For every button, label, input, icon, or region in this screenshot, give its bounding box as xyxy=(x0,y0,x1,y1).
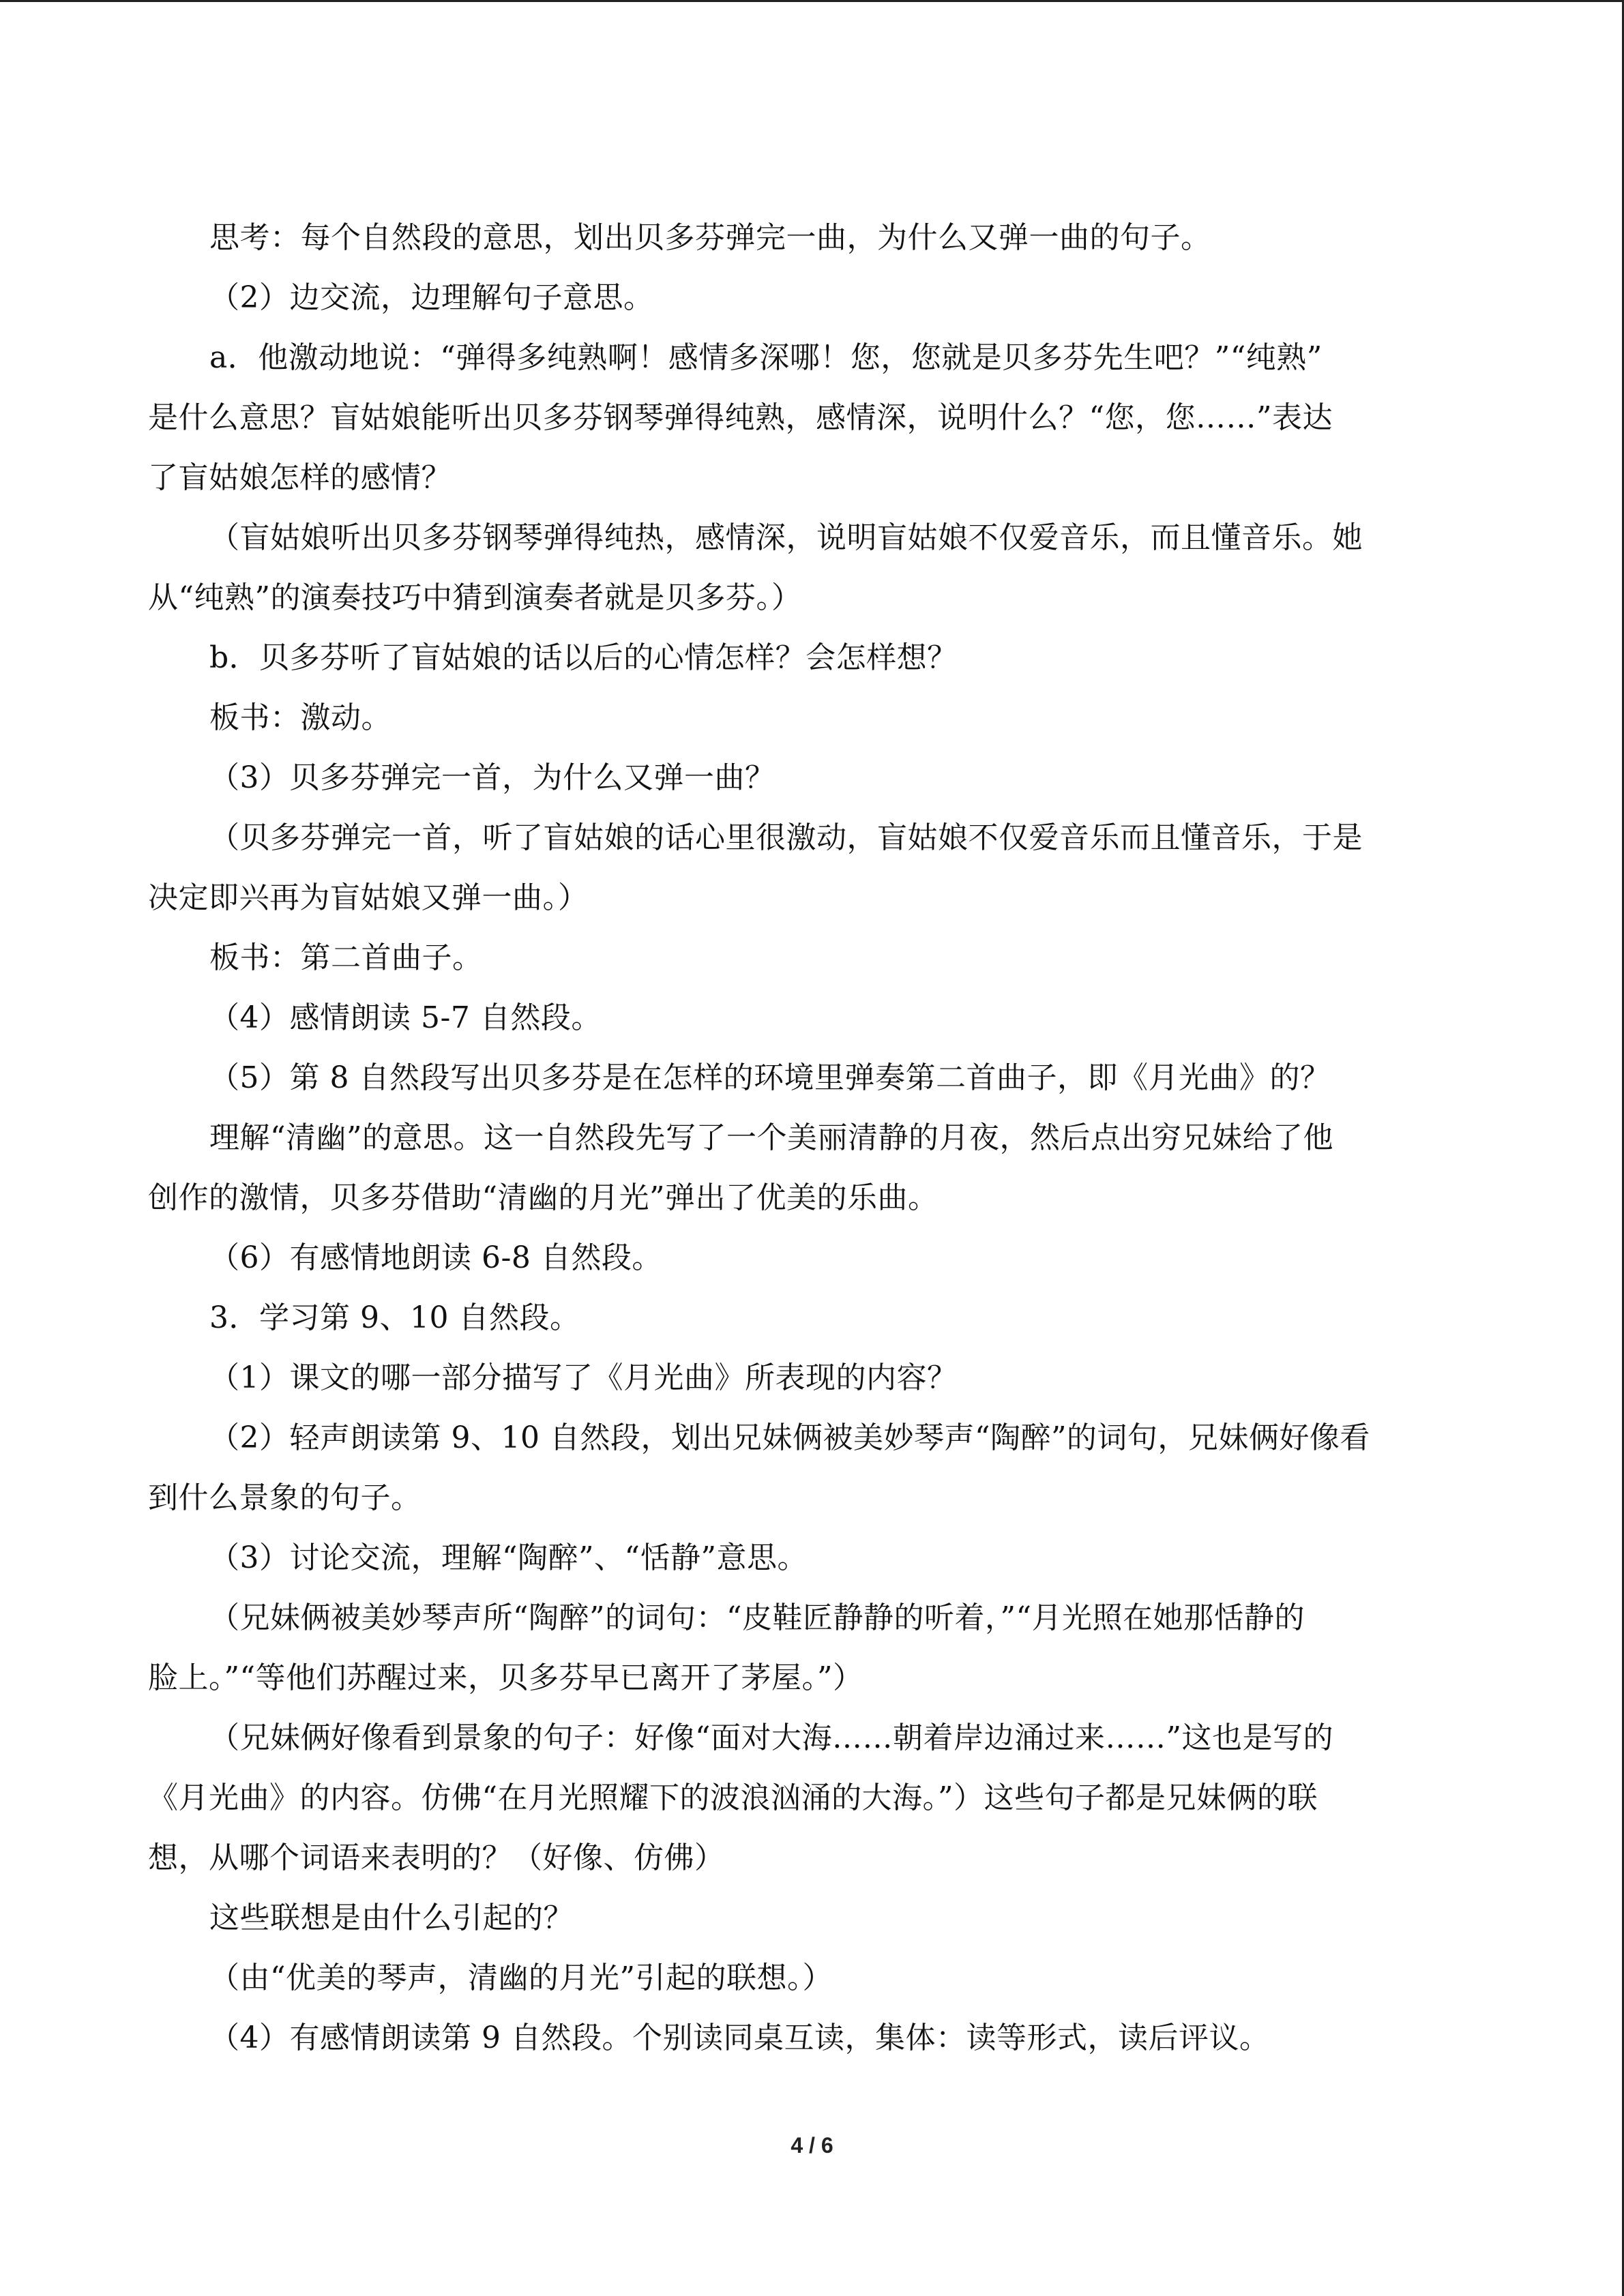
text-line: 理解“清幽”的意思。这一自然段先写了一个美丽清静的月夜，然后点出穷兄妹给了他 xyxy=(209,1120,1333,1155)
text-line: 这些联想是由什么引起的？ xyxy=(209,1900,574,1935)
paragraph xyxy=(148,328,1475,508)
text-line: 板书：第二首曲子。 xyxy=(209,940,483,975)
text-line: 从“纯熟”的演奏技巧中猜到演奏者就是贝多芬。） xyxy=(148,580,802,615)
text-line: （1）课文的哪一部分描写了《月光曲》所表现的内容？ xyxy=(209,1360,958,1395)
text-line: 决定即兴再为盲姑娘又弹一曲。） xyxy=(148,880,589,915)
text-line: （6）有感情地朗读 6-8 自然段。 xyxy=(209,1240,662,1275)
paragraph xyxy=(148,1588,1475,1708)
paragraph xyxy=(148,1888,1475,1948)
text-line: 《月光曲》的内容。仿佛“在月光照耀下的波浪汹涌的大海。”）这些句子都是兄妹俩的联 xyxy=(148,1780,1318,1815)
text-line: 板书：激动。 xyxy=(209,700,392,735)
text-line: 脸上。”“等他们苏醒过来，贝多芬早已离开了茅屋。”） xyxy=(148,1660,863,1695)
paragraph xyxy=(148,748,1475,808)
text-line: 创作的激情，贝多芬借助“清幽的月光”弹出了优美的乐曲。 xyxy=(148,1180,939,1215)
paragraph xyxy=(148,1708,1475,1888)
text-line: 了盲姑娘怎样的感情？ xyxy=(148,460,452,495)
text-line: （4）感情朗读 5-7 自然段。 xyxy=(209,1000,602,1035)
text-line: 想，从哪个词语来表明的？（好像、仿佛） xyxy=(148,1840,725,1875)
text-line: （兄妹俩好像看到景象的句子：好像“面对大海……朝着岸边涌过来……”这也是写的 xyxy=(209,1720,1333,1755)
paragraph xyxy=(148,1528,1475,1588)
text-line: （5）第 8 自然段写出贝多芬是在怎样的环境里弹奏第二首曲子，即《月光曲》的？ xyxy=(209,1060,1331,1095)
paragraph xyxy=(148,1948,1475,2008)
text-line: （2）边交流，边理解句子意思。 xyxy=(209,280,654,315)
text-line: 是什么意思？盲姑娘能听出贝多芬钢琴弹得纯熟，感情深，说明什么？“您，您……”表达 xyxy=(148,400,1333,435)
paragraph xyxy=(148,1408,1475,1528)
paragraph xyxy=(148,1108,1475,1228)
paragraph xyxy=(148,628,1475,688)
paragraph xyxy=(148,2008,1475,2068)
paragraph xyxy=(148,1288,1475,1348)
paragraph xyxy=(148,1048,1475,1108)
text-line: （由“优美的琴声，清幽的月光”引起的联想。） xyxy=(209,1960,833,1995)
text-line: （3）贝多芬弹完一首，为什么又弹一曲？ xyxy=(209,760,776,795)
paragraph xyxy=(148,688,1475,748)
text-line: a．他激动地说：“弹得多纯熟啊！感情多深哪！您，您就是贝多芬先生吧？”“纯熟” xyxy=(209,340,1323,375)
paragraph xyxy=(148,808,1475,928)
paragraph xyxy=(148,988,1475,1048)
paragraph xyxy=(148,1228,1475,1288)
paragraph xyxy=(148,268,1475,328)
paragraph xyxy=(148,208,1475,268)
page-number: 4 / 6 xyxy=(791,2133,833,2158)
paragraph xyxy=(148,928,1475,988)
text-line: （贝多芬弹完一首，听了盲姑娘的话心里很激动，盲姑娘不仅爱音乐而且懂音乐，于是 xyxy=(209,820,1363,855)
text-line: 到什么景象的句子。 xyxy=(148,1480,422,1515)
paragraph xyxy=(148,508,1475,628)
text-line: （2）轻声朗读第 9、10 自然段，划出兄妹俩被美妙琴声“陶醉”的词句，兄妹俩好像看 xyxy=(209,1420,1370,1455)
text-line: 3．学习第 9、10 自然段。 xyxy=(209,1300,580,1335)
document-body xyxy=(148,208,1475,2068)
paragraph xyxy=(148,1348,1475,1408)
text-line: 思考：每个自然段的意思，划出贝多芬弹完一曲，为什么又弹一曲的句子。 xyxy=(209,220,1211,255)
text-line: （3）讨论交流，理解“陶醉”、“恬静”意思。 xyxy=(209,1540,808,1575)
text-line: （盲姑娘听出贝多芬钢琴弹得纯热，感情深，说明盲姑娘不仅爱音乐，而且懂音乐。她 xyxy=(209,520,1363,555)
text-line: b．贝多芬听了盲姑娘的话以后的心情怎样？会怎样想？ xyxy=(209,640,958,675)
text-line: （4）有感情朗读第 9 自然段。个别读同桌互读，集体：读等形式，读后评议。 xyxy=(209,2021,1270,2055)
text-line: （兄妹俩被美妙琴声所“陶醉”的词句：“皮鞋匠静静的听着，”“月光照在她那恬静的 xyxy=(209,1600,1305,1635)
